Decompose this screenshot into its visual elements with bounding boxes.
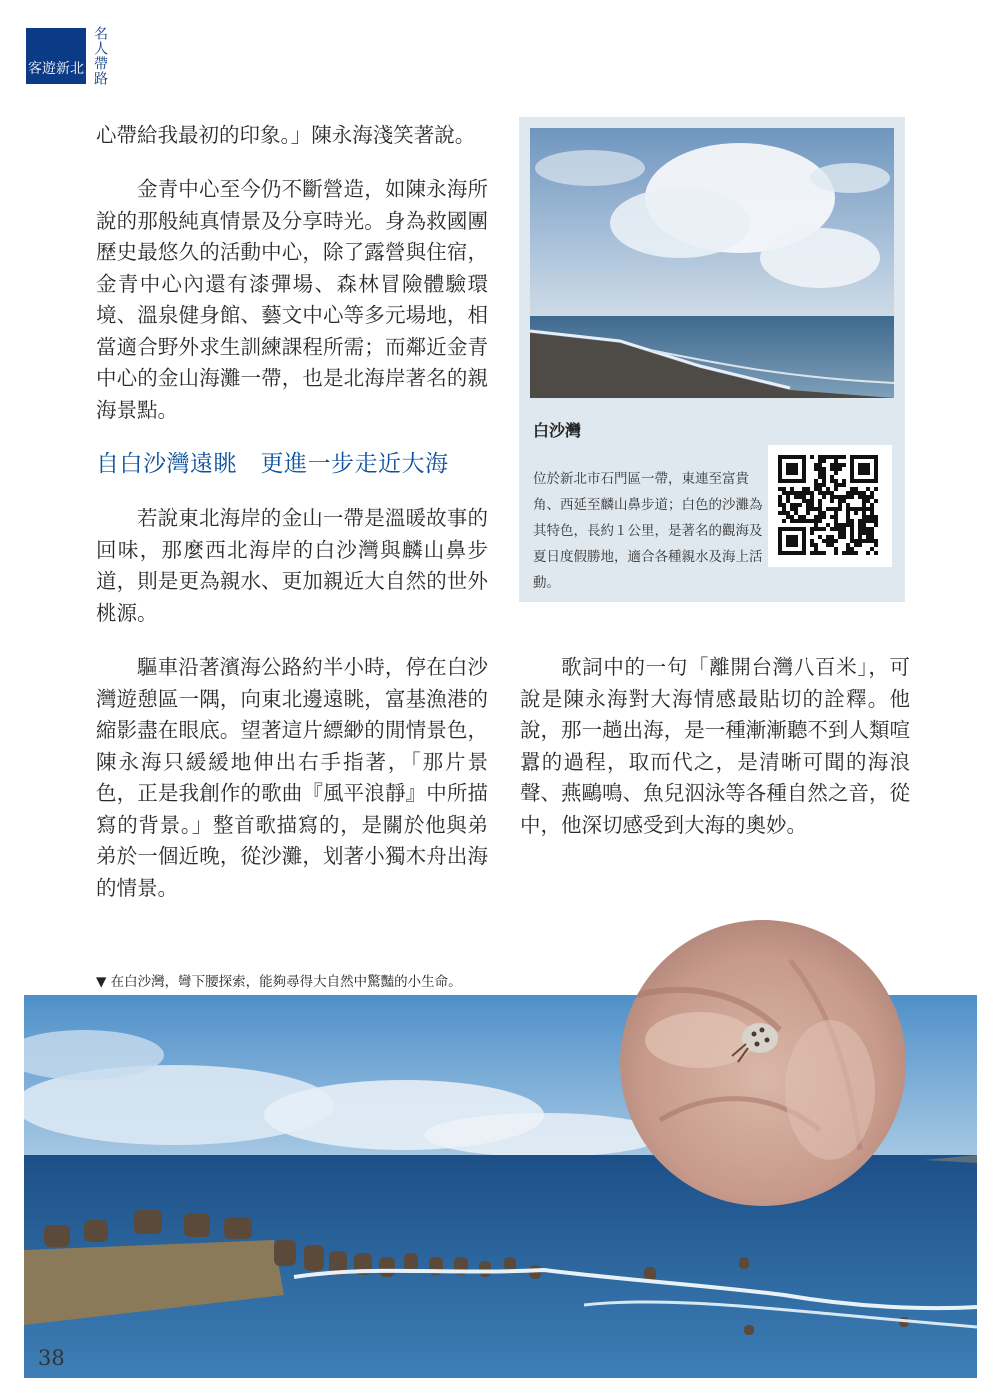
section-tab — [26, 28, 86, 84]
column1-paragraph-3: 驅車沿著濱海公路約半小時，停在白沙灣遊憩區一隅，向東北邊遠眺，富基漁港的縮影盡在眼底。望著這片縹緲的閒情景色，陳永海只緩緩地伸出右手指著，「那片景色，正是我創作的歌曲『風平浪靜』中所描寫的背景。」整首歌描寫的，是關於他與弟弟於一個近晚，從沙灘，划著小獨木舟出海的情景。 — [96, 655, 488, 900]
column1-paragraph-1: 金青中心至今仍不斷營造，如陳永海所說的那般純真情景及分享時光。身為救國團歷史最悠久的活動中心，除了露營與住宿，金青中心內還有漆彈場、森林冒險體驗環境、溫泉健身館、藝文中心等多元場地，相當適合野外求生訓練課程所需；而鄰近金青中心的金山海灘一帶，也是北海岸著名的親海景點。 — [96, 177, 488, 422]
column2-paragraph-1: 歌詞中的一句「離開台灣八百米」，可說是陳永海對大海情感最貼切的詮釋。他說，那一趟出海，是一種漸漸聽不到人類喧囂的過程，取而代之，是清晰可聞的海浪聲、燕鷗鳴、魚兒泅泳等各種自然之音，從中，他深切感受到大海的奧妙。 — [520, 655, 910, 837]
hermit-crab-photo — [620, 920, 906, 1206]
subheading: 自白沙灣遠眺 更進一步走近大海 — [96, 451, 449, 477]
column1-continuation: 心帶給我最初的印象。」陳永海淺笑著說。 — [96, 123, 476, 147]
qr-code[interactable] — [768, 445, 892, 567]
section-subtitle: 名人帶路 — [92, 26, 108, 86]
section-title: 客遊新北 — [28, 61, 84, 77]
column1-paragraph-2: 若說東北海岸的金山一帶是溫暖故事的回味，那麼西北海岸的白沙灣與麟山鼻步道，則是更為親水、更加親近大自然的世外桃源。 — [96, 506, 488, 625]
beach-photo — [530, 128, 894, 398]
photo-caption: ▼ 在白沙灣，彎下腰探索，能夠尋得大自然中驚豔的小生命。 — [96, 974, 462, 990]
info-box-title: 白沙灣 — [533, 421, 582, 440]
info-box-text: 位於新北市石門區一帶，東連至富貴角、西延至麟山鼻步道；白色的沙灘為其特色，長約１公里，是著名的觀海及夏日度假勝地，適合各種親水及海上活動。 — [533, 471, 763, 591]
page-number: 38 — [38, 1346, 65, 1370]
